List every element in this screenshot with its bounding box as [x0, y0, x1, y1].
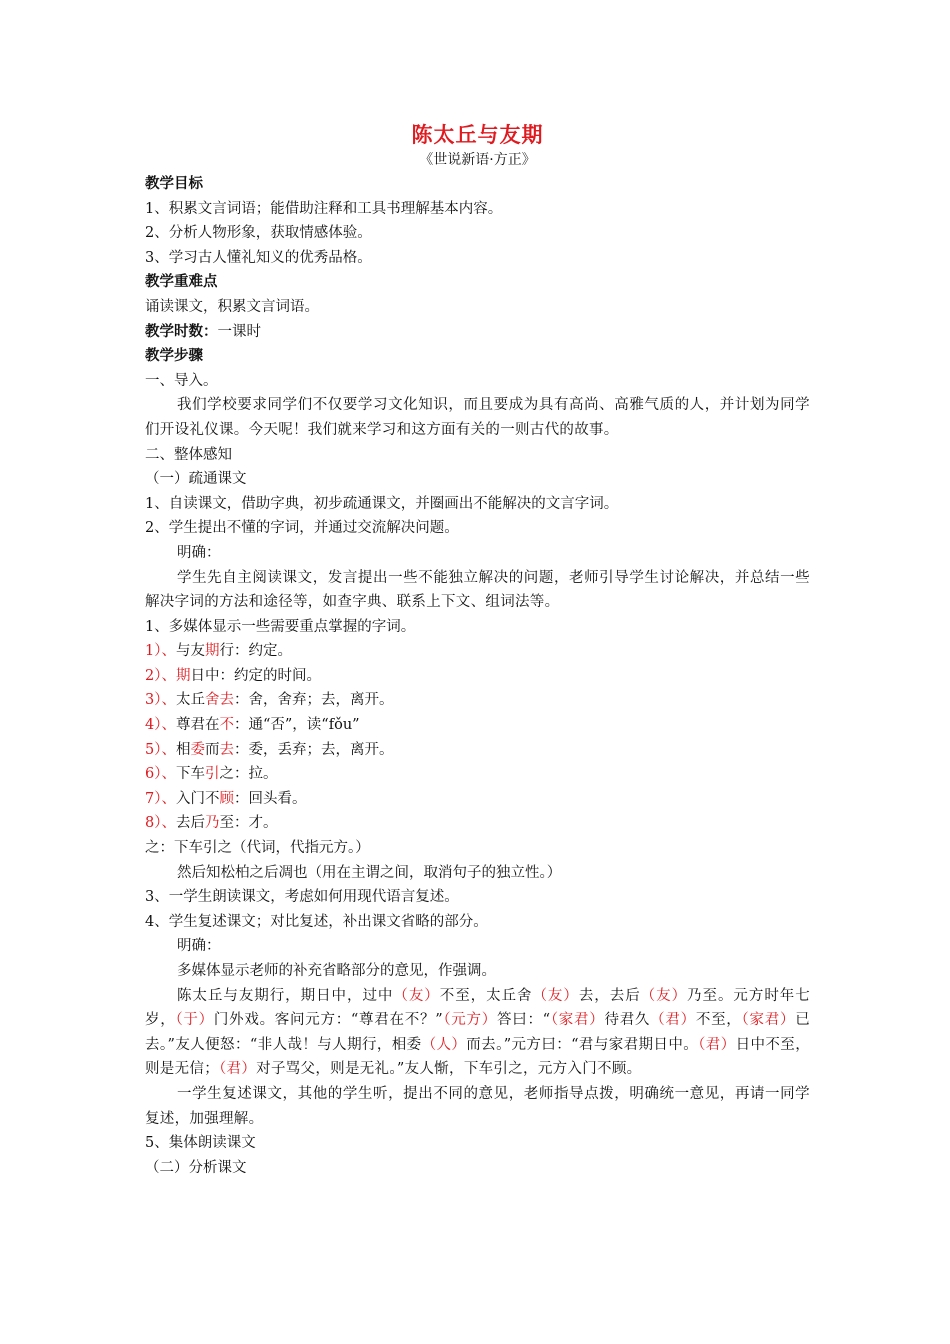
story-text: 答曰：“	[497, 1012, 551, 1029]
document-title: 陈太丘与友期	[411, 122, 544, 147]
word-number: 8）、	[145, 815, 176, 832]
word-item	[145, 688, 810, 713]
goal-item: 1、积累文言词语；能借助注释和工具书理解基本内容。	[145, 200, 503, 217]
word-list	[145, 639, 810, 836]
story-supplement: （家君）	[550, 1012, 605, 1029]
word-text: 入门不	[175, 790, 220, 807]
word-keyword: 去	[219, 741, 234, 758]
section-heading: 一、导入。	[145, 372, 218, 389]
story-supplement: （友）	[640, 987, 688, 1004]
word-text: 太丘	[175, 692, 205, 709]
word-number: 6）、	[145, 766, 176, 783]
word-text: 相	[175, 741, 191, 758]
story-text: 日中不至，则是无信；	[145, 1036, 810, 1078]
story-paragraph	[145, 984, 810, 1082]
goals-heading: 教学目标	[145, 175, 203, 192]
word-text: 与友	[175, 643, 205, 660]
story-supplement: （君）	[650, 1012, 696, 1029]
story-text: 门外戏。客问元方：“尊君在不？”	[213, 1012, 443, 1029]
mingque-label: 明确：	[177, 938, 221, 955]
word-keyword: 引	[204, 766, 220, 783]
zhi-note: 然后知松柏之后凋也（用在主谓之间，取消句子的独立性。）	[177, 864, 562, 881]
document-subtitle: 《世说新语·方正》	[419, 152, 536, 168]
story-text: 陈太丘与友期行，期日中，过中	[177, 987, 394, 1004]
subsection-heading: （一）疏通课文	[145, 471, 247, 488]
word-text: ：舍，舍弃；去，离开。	[233, 692, 394, 709]
story-text: 对子骂父，则是无礼。”友人惭，下车引之，元方入门不顾。	[256, 1061, 642, 1078]
story-text: 已去。”友人便怒：“非人哉！与人期行，相委	[145, 1012, 811, 1053]
steps-heading: 教学步骤	[145, 347, 203, 365]
step-item: 1、自读课文，借助字典，初步疏通课文，并圈画出不能解决的文言字词。	[145, 495, 619, 512]
story-supplement: （于）	[175, 1012, 214, 1029]
story-supplement: （人）	[421, 1036, 467, 1053]
hours-label: 教学时数：	[145, 322, 218, 340]
word-text: 日中：约定的时间。	[190, 667, 321, 684]
discussion-paragraph: 学生先自主阅读课文，发言提出一些不能独立解决的问题，老师引导学生讨论解决，并总结一些解决字词的方法和途径等，如查字典、联系上下文、组词法等。	[145, 569, 810, 611]
story-text: 待君久	[604, 1012, 651, 1029]
word-keyword: 顾	[219, 790, 234, 807]
word-text: 而	[204, 741, 220, 758]
story-supplement: （友）	[532, 987, 579, 1004]
story-supplement: （家君）	[741, 1012, 796, 1029]
zhi-note: 之：下车引之（代词，代指元方。）	[145, 840, 370, 857]
word-item	[145, 787, 810, 812]
story-supplement: （君）	[219, 1061, 257, 1078]
word-keyword: 舍去	[204, 692, 234, 709]
word-number: 5）、	[145, 741, 176, 758]
mingque-label: 明确：	[177, 544, 221, 561]
word-number: 2）、	[145, 667, 176, 684]
story-supplement: （友）	[393, 987, 440, 1004]
story-text: 不至，	[695, 1012, 742, 1029]
hours-value: 一课时	[217, 323, 261, 340]
word-number: 7）、	[145, 790, 176, 807]
step-item: 2、学生提出不懂的字词，并通过交流解决问题。	[145, 520, 459, 537]
key-heading: 教学重难点	[145, 273, 218, 291]
word-text: 去后	[175, 815, 205, 832]
word-text: 行：约定。	[219, 643, 292, 660]
word-item	[145, 762, 810, 787]
word-keyword: 委	[190, 741, 205, 758]
word-item	[145, 664, 810, 689]
intro-paragraph: 我们学校要求同学们不仅要学习文化知识，而且要成为具有高尚、高雅气质的人，并计划为同学们开设礼仪课。今天呢！我们就来学习和这方面有关的一则古代的故事。	[145, 397, 810, 438]
story-text: 不至，太丘舍	[439, 987, 533, 1004]
document-page	[145, 120, 810, 1180]
word-keyword: 不	[219, 717, 234, 734]
story-text: 去，去后	[578, 987, 641, 1004]
key-text: 诵读课文，积累文言词语。	[145, 298, 319, 315]
media-line: 1、多媒体显示一些需要重点掌握的字词。	[145, 618, 416, 635]
step-item: 4、学生复述课文；对比复述，补出课文省略的部分。	[145, 913, 488, 930]
word-keyword: 期	[204, 643, 220, 660]
media-note: 多媒体显示老师的补充省略部分的意见，作强调。	[177, 963, 496, 979]
goal-item: 3、学习古人懂礼知义的优秀品格。	[145, 249, 372, 266]
word-keyword: 乃	[204, 815, 220, 832]
word-keyword: 期	[175, 667, 191, 684]
word-number: 3）、	[145, 692, 176, 709]
word-item	[145, 738, 810, 763]
hours-line	[145, 320, 810, 345]
step-item: 5、集体朗读课文	[145, 1135, 256, 1152]
goal-item: 2、分析人物形象，获取情感体验。	[145, 225, 372, 242]
story-text: 而去。”元方曰：“君与家君期日中。	[466, 1036, 699, 1053]
word-text: 之：拉。	[219, 766, 278, 783]
word-number: 1）、	[145, 643, 176, 660]
story-supplement: （君）	[698, 1036, 736, 1053]
word-text: ：委，丢弃；去，离开。	[233, 741, 394, 758]
story-supplement: （元方）	[442, 1012, 497, 1029]
section-heading: 二、整体感知	[145, 446, 232, 463]
word-text: ：回头看。	[233, 790, 307, 807]
retell-paragraph: 一学生复述课文，其他的学生听，提出不同的意见，老师指导点拨，明确统一意见，再请一同学复述，加强理解。	[145, 1085, 810, 1127]
step-item: 3、一学生朗读课文，考虑如何用现代语言复述。	[145, 889, 459, 906]
word-item	[145, 639, 810, 664]
word-text: 尊君在	[175, 717, 220, 734]
subsection-heading: （二）分析课文	[145, 1159, 247, 1176]
word-item	[145, 713, 810, 738]
story-text: 乃至。元方时年七岁，	[145, 987, 811, 1029]
word-number: 4）、	[145, 717, 176, 734]
word-text: 下车	[175, 766, 205, 783]
word-item	[145, 811, 810, 836]
word-text: 至：才。	[219, 815, 278, 832]
word-text: ：通“否”，读“fǒu”	[233, 717, 360, 734]
